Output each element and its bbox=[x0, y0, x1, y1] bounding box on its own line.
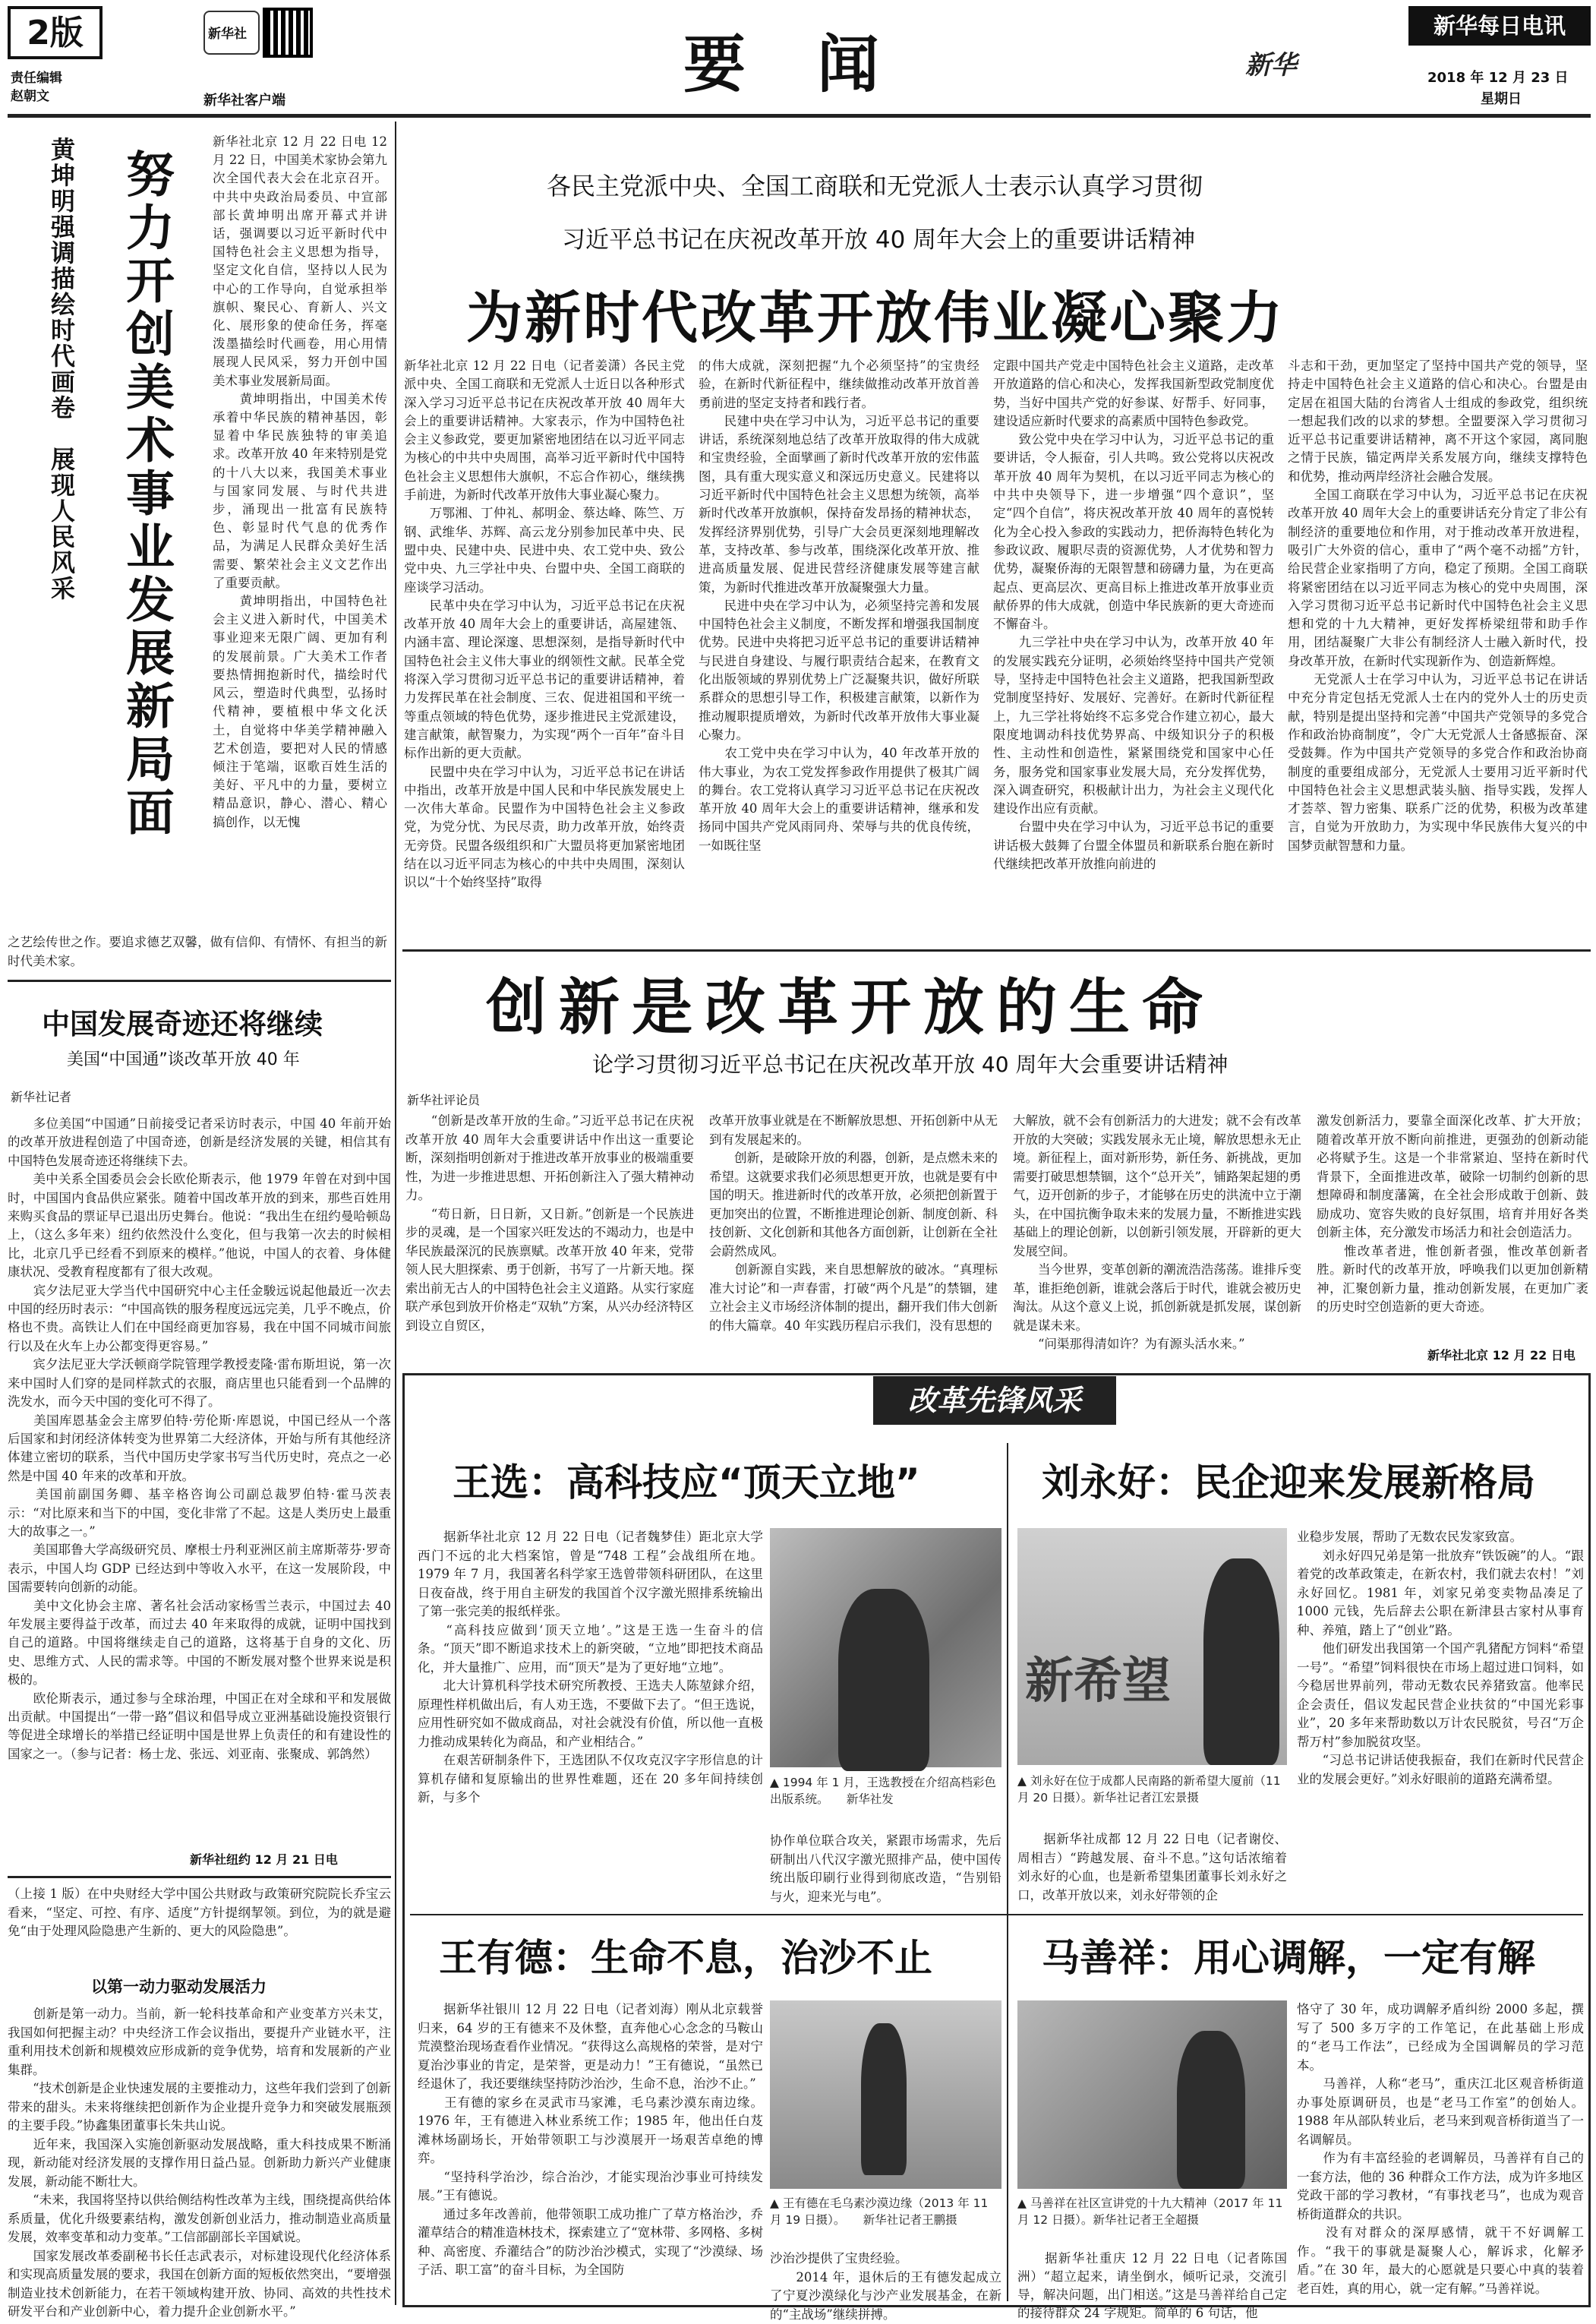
left-story-tail: 之艺绘传世之作。要追求德艺双馨，做有信仰、有情怀、有担当的新时代美术家。 bbox=[8, 935, 387, 968]
feature-3-photo-figure bbox=[861, 2023, 907, 2175]
feature-mid-divider bbox=[1007, 1443, 1008, 2301]
lower-left-subhead: 以第一动力驱动发展活力 bbox=[91, 1978, 267, 1996]
feature-3-body: 据新华社银川 12 月 22 日电（记者刘海）刚从北京载誉归来，64 岁的王有德来不及休整，直奔他心心念念的马鞍山荒漠整治现场查看作业情况。“获得这么高规格的荣誉，是对宁夏治沙事业的肯定，是荣誉，更是动力！”王有德说，“虽然已经退休了，我还要继续坚持防沙治沙，生命不息，治沙不止。” 王有德的家乡在灵武市马家滩，毛乌素沙漠东南边缘。1976 年，王有德进入林业系统工作；1985 年，他出任白芨滩林场副场长，开始带领职工与沙漠展开一场艰苦卓绝的博弈。 “坚持科学治沙，综合治沙，才能实现治沙事业可持续发展。”王有德说。 通过多年改善前，他带领职工成功推广了草方格治沙，乔灌草结合的精准造林技术，探索建立了“宽林带、多网格、多树种、高密度、乔灌结合”的防沙治沙模式，实现了“沙漠绿、场子活、职工富”的奋斗目标，为全国防 bbox=[418, 2002, 763, 2277]
feature-banner-text: 改革先锋风采 bbox=[907, 1384, 1081, 1417]
left-vertical-subhead: 黄坤明强调描绘时代画卷 展现人民风采 bbox=[47, 137, 76, 602]
side-story-body: 多位美国“中国通”日前接受记者采访时表示，中国 40 年前开始的改革开放进程创造了中国奇迹，创新是经济发展的关键，相信其有中国特色发展奇迹还将继续下去。 美中关系全国委员会会长欧伦斯表示，他 1979 年曾在对到中国时，中国国内食品供应紧张。随着中国改革开放的到来，那些百姓用来购买食品的票证早已退出历史舞台。他说：“我出生在纽约曼哈顿岛上，（这么多年来）纽约依然没什么变化，但与我第一次去的时候相比，北京几乎已经看不到原来的模样。”他说，中国人的衣着、身体健康状况、受教育程度都有了很大改观。 宾夕法尼亚大学当代中国研究中心主任金駿远说起他最近一次去中国的经历时表示：“中国高铁的服务程度远远完美，几乎不晚点，价格也不贵。高铁让人们在中国经商更加容易，我在中国不同城市间旅行以及在火车上办公都变得更容易。” 宾夕法尼亚大学沃顿商学院管理学教授麦隆·雷布斯坦说，第一次来中国时人们穿的是同样款式的衣服，商店里也只能看到一个品牌的洗发水，而今天中国的变化可不得了。 美国库恩基金会主席罗伯特·劳伦斯·库恩说，中国已经从一个落后国家和封闭经济体转变为世界第二大经济体，开始与所有其他经济体建立密切的联系，当代中国历史学家书写当代历史时，亮点之一必然是中国 40 年来的改革和开放。 美国前副国务卿、基辛格咨询公司副总裁罗伯特·霍马茨表示：“对比原来和当下的中国，变化非常了不起。这是人类历史上最重大的故事之一。” 美国耶鲁大学高级研究员、摩根士丹利亚洲区前主席斯蒂芬·罗奇表示，中国人均 GDP 已经达到中等收入水平，在这一发展阶段，中国需要转向创新的动能。 美中文化协会主席、著名社会活动家杨雪兰表示，中国过去 40 年发展主要得益于改革，而过去 40 年来取得的成就，证明中国找到自己的道路。中国将继续走自己的道路，这将基于自身的文化、历史、思维方式、人民的需求等。中国的不断发展对整个世界来说是积极的。 欧伦斯表示，通过参与全球治理，中国正在对全球和平和发展做出贡献。中国提出“一带一路”倡议和倡导成立亚洲基础设施投资银行等促进全球增长的举措已经证明中国是世界上负责任的和有建设性的国家之一。（参与记者：杨士龙、张远、刘亚南、张聚成、郭鸽然） bbox=[8, 1116, 391, 1761]
side-story-dateline: 新华社纽约 12 月 21 日电 bbox=[190, 1852, 338, 1867]
commentary-col-4: 激发创新活力，要靠全面深化改革、扩大开放；随着改革开放不断向前推进，更强劲的创新动能必将赋予生。这是一个非常紧迫、坚持在新时代背景下，全面推进改革，破除一切制约创新的思想障碍和制度藩篱，在全社会形成敢于创新、鼓励成功、宽容失败的良好氛围，培育并用好各类创新主体，充分激发市场活力和社会创造活力。 惟改革者进，惟创新者强，惟改革创新者胜。新时代的改革开放，呼唤我们以更加创新精神，汇聚创新力量，推动创新发展，在更加广袤的历史时空创造新的更大奇迹。 bbox=[1317, 1113, 1588, 1314]
feature-4-photo-figure bbox=[1177, 2031, 1245, 2189]
top-story-rule bbox=[402, 949, 1591, 952]
commentary-col-1: “创新是改革开放的生命。”习近平总书记在庆祝改革开放 40 周年大会重要讲话中作出这一重要论断，深刻指明创新对于推进改革开放事业的极端重要性，为进一步推进思想、开拓创新注入了强大精神动力。 “苟日新，日日新，又日新。”创新是一个民族进步的灵魂，是一个国家兴旺发达的不竭动力，也是中华民族最深沉的民族禀赋。改革开放 40 年来，党带领人民大胆探索、勇于创新，书写了一片新天地。探索出前无古人的中国特色社会主义道路。从实行家庭联产承包到放开价格走“双轨”方案，从兴办经济特区到设立自贸区， bbox=[405, 1113, 694, 1333]
feature-1-body-2: 协作单位联合攻关，紧跟市场需求，先后研制出八代汉字激光照排产品，使中国传统出版印刷行业得到彻底改造，“告别铅与火，迎来光与电”。 bbox=[770, 1833, 1001, 1904]
feature-4-body: 据新华社重庆 12 月 22 日电（记者陈国洲）“超立起来，请坐倒水，倾听记录，交流引导，解决问题，出门相送。”这是马善祥给自己定的接待群众 24 字规矩。简单的 6 句话，他 bbox=[1017, 2251, 1287, 2320]
left-story-rule bbox=[8, 980, 391, 982]
feature-4-photo bbox=[1017, 2000, 1287, 2189]
top-story-col-4: 斗志和干劲，更加坚定了坚持中国共产党的领导，坚持走中国特色社会主义道路的信心和决心。台盟是由定居在祖国大陆的台湾省人士组成的参政党，组织统一想起我们改的以求的梦想。全盟要深入学习贯彻习近平总书记重要讲话精神，离不开这个家园，离同胞之情于民族，锚定两岸关系发展方向，继续支撑特色和优势，推动两岸经济社会融合发展。 全国工商联在学习中认为，习近平总书记在庆祝改革开放 40 周年大会上的重要讲话充分肯定了非公有制经济的重要地位和作用，对于推动改革开放进程，吸引广大外资的信心，重申了“两个毫不动摇”方针，给民营企业家指明了方向，稳定了预期。全国工商联将紧密团结在以习近平同志为核心的党中央周围，深入学习贯彻习近平总书记新时代中国特色社会主义思想和党的十九大精神，更好发挥桥梁纽带和助手作用，团结凝聚广大非公有制经济人士融入新时代，投身改革开放，在新时代实现新作为、创造新辉煌。 无党派人士在学习中认为，习近平总书记在讲话中充分肯定包括无党派人士在内的党外人士的历史贡献，特别是提出坚持和完善“中国共产党领导的多党合作和政治协商制度”，令广大无党派人士备感振奋、深受鼓舞。作为中国共产党领导的多党合作和政治协商制度的重要组成部分，无党派人士要用习近平新时代中国特色社会主义思想武装头脑、指导实践，发挥人才荟萃、智力密集、联系广泛的优势，积极为改革建言，自觉为开放助力，为实现中华民族伟大复兴的中国梦贡献智慧和力量。 bbox=[1288, 358, 1588, 853]
side-story-subhead: 美国“中国通”谈改革开放 40 年 bbox=[67, 1050, 300, 1069]
editor-name: 赵朝文 bbox=[11, 89, 49, 104]
feature-banner bbox=[873, 1376, 1116, 1425]
left-story-body: 新华社北京 12 月 22 日电 12 月 22 日，中国美术家协会第九次全国代表大会在北京召开。中共中央政治局委员、中宣部部长黄坤明出席开幕式并讲话，强调要以习近平新时代中国特色社会主义思想为指导，坚定文化自信，坚持以人民为中心的工作导向，自觉承担举旗帜、聚民心、育新人、兴文化、展形象的使命任务，挥毫泼墨描绘时代画卷，用心用情展现人民风采，努力开创中国美术事业发展新局面。 黄坤明指出，中国美术传承着中华民族的精神基因，彰显着中华民族独特的审美追求。改革开放 40 年来特别是党的十八大以来，我国美术事业与国家同发展、与时代共进步，涌现出一批富有民族特色、彰显时代气息的优秀作品，为满足人民群众美好生活需要、繁荣社会主义文艺作出了重要贡献。 黄坤明指出，中国特色社会主义进入新时代，中国美术事业迎来无限广阔、更加有利的发展前景。广大美术工作者要热情拥抱新时代，描绘时代风云，塑造时代典型，弘扬时代精神，要植根中华文化沃土，自觉将中华美学精神融入艺术创造，要把对人民的情感倾注于笔端，讴歌百姓生活的美好、平凡中的力量，要树立精品意识，静心、潜心、精心搞创作，以无愧 bbox=[213, 134, 387, 829]
lower-left-body: 创新是第一动力。当前，新一轮科技革命和产业变革方兴未艾，我国如何把握主动？中央经济工作会议指出，要提升产业链水平，注重利用技术创新和规模效应形成新的竞争优势，培育和发展新的产业集群。 “技术创新是企业快速发展的主要推动力，这些年我们尝到了创新带来的甜头。未来将继续把创新作为企业提升竞争力和突破发展瓶颈的主要手段。”协鑫集团董事长朱共山说。 近年来，我国深入实施创新驱动发展战略，重大科技成果不断涌现，新动能对经济发展的支撑作用日益凸显。创新助力新兴产业健康发展，新动能不断壮大。 “未来，我国将坚持以供给侧结构性改革为主线，围绕提高供给体系质量，优化升级要素结构，激发创新创业活力，推动制造业高质量发展，效率变革和动力变革。”工信部副部长辛国斌说。 国家发展改革委副秘书长任志武表示，对标建设现代化经济体系和实现高质量发展的要求，我国在创新方面的短板依然突出，“要增强制造业技术创新能力，在若干领域构建开放、协同、高效的共性技术研发平台和产业创新中心，着力提升企业创新水平。” bbox=[8, 2007, 391, 2319]
feature-2-photo bbox=[1017, 1528, 1287, 1765]
client-label: 新华社客户端 bbox=[203, 93, 285, 109]
feature-3-body-2: 沙治沙提供了宝贵经验。 2014 年，退休后的王有德发起成立了宁夏沙漠绿化与沙产业发展基金，在新的“主战场”继续拼搏。 bbox=[770, 2251, 1001, 2322]
paper-name: 新华每日电讯 bbox=[1433, 13, 1566, 39]
xinhua-logo-text: 新华社 bbox=[208, 27, 247, 42]
top-story-kicker-1: 各民主党派中央、全国工商联和无党派人士表示认真学习贯彻 bbox=[547, 172, 1203, 201]
commentary-headline: 创新是改革开放的生命 bbox=[486, 971, 1215, 1043]
lower-left-intro: （上接 1 版）在中央财经大学中国公共财政与政策研究院院长乔宝云看来，“坚定、可控、有序、适度”方针提纲挈领。到位，为的就是避免“由于处理风险隐患产生新的、更大的风险隐患”。 bbox=[8, 1887, 391, 1938]
feature-2-sign-text: 新希望 bbox=[1025, 1653, 1171, 1710]
paper-name-box bbox=[1408, 6, 1591, 46]
top-story-col-1: 新华社北京 12 月 22 日电（记者姜潇）各民主党派中央、全国工商联和无党派人士近日以各种形式深入学习习近平总书记在庆祝改革开放 40 周年大会上的重要讲话精神。大家表示，作为中国特色社会主义参政党，要更加紧密地团结在以习近平同志为核心的中共中央周围，高举习近平新时代中国特色社会主义思想伟大旗帜，不忘合作初心，继续携手前进，为新时代改革开放伟大事业凝心聚力。 万鄂湘、丁仲礼、郝明金、蔡达峰、陈竺、万钢、武维华、苏辉、高云龙分别参加民革中央、民盟中央、民建中央、民进中央、农工党中央、致公党中央、九三学社中央、台盟中央、全国工商联的座谈学习活动。 民革中央在学习中认为，习近平总书记在庆祝改革开放 40 周年大会上的重要讲话，高屋建瓴、内涵丰富、理论深邃、思想深刻，是指导新时代中国特色社会主义伟大事业的纲领性文献。民革全党将深入学习贯彻习近平总书记的重要讲话精神，着力发挥民革在社会制度、三农、促进祖国和平统一等重点领域的特色优势，逐步推进民主党派建设，建言献策，献智聚力，为实现“两个一百年”奋斗目标作出新的更大贡献。 民盟中央在学习中认为，习近平总书记在讲话中指出，改革开放是中国人民和中华民族发展史上一次伟大革命。民盟作为中国特色社会主义参政党，为党分忧、为民尽责，助力改革开放，始终责无旁贷。民盟各级组织和广大盟员将更加紧密地团结在以习近平同志为核心的中共中央周围，深刻认识以“十个始终坚持”取得 bbox=[404, 358, 685, 890]
feature-row-rule bbox=[410, 1914, 1583, 1915]
side-story-headline: 中国发展奇迹还将继续 bbox=[42, 1008, 323, 1040]
news-logo bbox=[1245, 44, 1297, 81]
feature-1-photo bbox=[770, 1528, 1001, 1767]
left-vertical-headline: 努力开创美术事业发展新局面 bbox=[118, 149, 174, 840]
editor-label: 责任编辑 bbox=[11, 71, 62, 86]
commentary-col-2: 改革开放事业就是在不断解放思想、开拓创新中从无到有发展起来的。 创新，是破除开放的利器，创新，是点燃未来的希望。这就要求我们必须思想更开放，也就是要有中国的明天。推进新时代的改革开放，必须把创新置于更加突出的位置，不断推进理论创新、制度创新、科技创新、文化创新和其他各方面创新，让创新在全社会蔚然成风。 创新源自实践，来自思想解放的破冰。“真理标准大讨论”和一声春雷，打破“两个凡是”的禁锢，建立社会主义市场经济体制的提出，翻开我们伟大创新的伟大篇章。40 年实践历程启示我们，没有思想的 bbox=[709, 1113, 998, 1333]
top-story-col-2: 的伟大成就，深刻把握“九个必须坚持”的宝贵经验，在新时代新征程中，继续做推动改革开放首善勇前进的坚定支持者和践行者。 民建中央在学习中认为，习近平总书记的重要讲话，系统深刻地总结了改革开放取得的伟大成就和宝贵经验，全面擘画了新时代改革开放的宏伟蓝图，具有重大现实意义和深远历史意义。民建将以习近平新时代中国特色社会主义思想为统领，高举新时代改革开放旗帜，保持奋发昂扬的精神状态，发挥经济界别优势，引导广大会员更深刻地理解改革，支持改革、参与改革，围绕深化改革开放、推进高质量发展、促进民营经济健康发展等建言献策，为新时代推进改革开放凝聚强大力量。 民进中央在学习中认为，必须坚持完善和发展中国特色社会主义制度，不断发挥和增强我国制度优势。民进中央将把习近平总书记的重要讲话精神与民进自身建设、与履行职责结合起来，在教育文化出版领域的界别优势上广泛凝聚共识，做好所联系群众的思想引导工作，积极建言献策，以新作为推动履职提质增效，为新时代改革开放伟大事业凝心聚力。 农工党中央在学习中认为，40 年改革开放的伟大事业，为农工党发挥参政作用提供了极其广阔的舞台。农工党将认真学习习近平总书记在庆祝改革开放 40 周年大会上的重要讲话精神，继承和发扬同中国共产党风雨同舟、荣辱与共的优良传统，一如既往坚 bbox=[699, 358, 979, 853]
feature-1-caption: ▲ 1994 年 1 月，王选教授在介绍高档彩色出版系统。 新华社发 bbox=[770, 1776, 996, 1806]
side-story-byline: 新华社记者 bbox=[11, 1090, 72, 1104]
issue-date: 2018 年 12 月 23 日 bbox=[1427, 70, 1569, 86]
top-story-col-3: 定跟中国共产党走中国特色社会主义道路，走改革开放道路的信心和决心，发挥我国新型政党制度优势，当好中国共产党的好参谋、好帮手、好同事，建设适应新时代要求的高素质中国特色参政党。 致公党中央在学习中认为，习近平总书记的重要讲话，令人振奋，引人共鸣。致公党将以庆祝改革开放 40 周年为契机，在以习近平同志为核心的中共中央领导下，进一步增强“四个意识”，坚定“四个自信”，将庆祝改革开放 40 周年的喜悦转化为全心投入参政的实践动力，把侨海特色转化为参政议政、履职尽责的资源优势，人才优势和智力优势，凝聚侨海的无限智慧和磅礴力量，为在更高起点、更高层次、更高目标上推进改革开放事业贡献侨界的伟大成就，创造中华民族新的更大奇迹而不懈奋斗。 九三学社中央在学习中认为，改革开放 40 年的发展实践充分证明，必须始终坚持中国共产党领导，坚持走中国特色社会主义道路，把我国新型政党制度坚持好、发展好、完善好。在新时代新征程上，九三学社将始终不忘多党合作建立初心，最大限度地调动科技优势界高、中级知识分子的积极性、主动性和创造性，紧紧围绕党和国家中心任务，服务党和国家事业发展大局，充分发挥优势，深入调查研究，积极献计出力，为社会主义现代化建设作出应有贡献。 台盟中央在学习中认为，习近平总书记的重要讲话极大鼓舞了台盟全体盟员和新联系台胞在新时代继续把改革开放推向前进的 bbox=[993, 358, 1274, 872]
page-number-box bbox=[8, 6, 103, 59]
feature-3-headline: 王有德：生命不息，治沙不止 bbox=[439, 1936, 932, 1980]
top-story-headline: 为新时代改革开放伟业凝心聚力 bbox=[466, 286, 1285, 351]
feature-4-headline: 马善祥：用心调解，一定有解 bbox=[1042, 1936, 1535, 1980]
feature-2-photo-figure bbox=[1203, 1558, 1279, 1765]
feature-3-caption: ▲ 王有德在毛乌素沙漠边缘（2013 年 11 月 19 日摄）。 新华社记者王鹏摄 bbox=[770, 2196, 989, 2227]
feature-1-photo-figure bbox=[838, 1589, 929, 1771]
feature-3-photo bbox=[770, 2000, 1001, 2189]
header-rule bbox=[8, 114, 1591, 118]
page-number: 2版 bbox=[27, 14, 84, 52]
feature-2-headline: 刘永好：民企迎来发展新格局 bbox=[1042, 1460, 1535, 1505]
feature-4-body-right: 恪守了 30 年，成功调解矛盾纠纷 2000 多起，撰写了 500 多万字的工作笔记，在此基础上形成的“老马工作法”，已经成为全国调解员的学习范本。 马善祥，人称“老马”，重庆江北区观音桥街道办事处原调研员，也是“老马工作室”的创始人。1988 年从部队转业后，老马来到观音桥街道当了一名调解员。 作为有丰富经验的老调解员，马善祥有自己的一套方法，他的 36 种群众工作方法，成为许多地区党政干部的学习教材，“有事找老马”，也成为观音桥街道群众的共识。 没有对群众的深厚感情，就干不好调解工作。“我干的事就是凝聚人心，解诉求，化解矛盾。”在 30 年，最大的心愿就是只要心中真的装着老百姓，真的用心，就一定有解。”马善祥说。 bbox=[1297, 2002, 1584, 2296]
side-story-rule bbox=[8, 1876, 391, 1878]
top-story-kicker-2: 习近平总书记在庆祝改革开放 40 周年大会上的重要讲话精神 bbox=[562, 226, 1196, 254]
xinhua-logo bbox=[203, 11, 260, 55]
feature-4-caption: ▲ 马善祥在社区宣讲党的十九大精神（2017 年 11 月 12 日摄）。新华社记者王全超摄 bbox=[1017, 2196, 1283, 2227]
feature-2-body: 据新华社成都 12 月 22 日电（记者谢佼、周相吉）“跨越发展、奋斗不息。”这句话浓缩着刘永好的心血，也是新希望集团董事长刘永好之口，改革开放以来，刘永好带领的企 bbox=[1017, 1832, 1287, 1902]
qr-code-icon bbox=[263, 8, 313, 58]
issue-weekday: 星期日 bbox=[1481, 91, 1522, 107]
feature-2-caption: ▲ 刘永好在位于成都人民南路的新希望大厦前（11 月 20 日摄）。新华社记者江宏景摄 bbox=[1017, 1774, 1281, 1805]
feature-1-headline: 王选：高科技应“顶天立地” bbox=[453, 1460, 920, 1505]
commentary-dateline: 新华社北京 12 月 22 日电 bbox=[1427, 1348, 1575, 1363]
section-title: 要 闻 bbox=[683, 28, 885, 101]
feature-2-body-right: 业稳步发展，帮助了无数农民发家致富。 刘永好四兄弟是第一批放弃“铁饭碗”的人。“跟着党的改革政策走，在新农村，我们就去农村！”刘永好回忆。1981 年，刘家兄弟变卖物品凑足了 1000 元钱，先后辞去公职在新津县古家村从事育种、养殖，踏上了“创业”路。 他们研发出我国第一个国产乳猪配方饲料“希望一号”。“希望”饲料很快在市场上超过进口饲料，如今稳居世界前列，带动无数农民养猪致富。他率民企会责任，倡议发起民营企业扶贫的“中国光彩事业”，20 多年来帮助数以万计农民脱贫，号召“万企帮万村”参加脱贫攻坚。 “习总书记讲话使我振奋，我们在新时代民营企业的发展会更好。”刘永好眼前的道路充满希望。 bbox=[1297, 1530, 1584, 1786]
commentary-byline: 新华社评论员 bbox=[407, 1093, 481, 1107]
news-logo-text: 新华 bbox=[1245, 50, 1297, 81]
feature-1-body: 据新华社北京 12 月 22 日电（记者魏梦佳）距北京大学西门不远的北大档案馆，曾是“748 工程”会战组所在地。1979 年 7 月，我国著名科学家王选曾带领科研团队，在这里日夜奋战，终于用自主研发的我国首个汉字激光照排系统输出了第一张完美的报纸样张。 “高科技应做到‘顶天立地’。”这是王选一生奋斗的信条。“顶天”即不断追求技术上的新突破，“立地”即把技术商品化，并大量推广、应用，而“顶天”是为了更好地“立地”。 北大计算机科学技术研究所教授、王选夫人陈堃銶介绍，原理性样机做出后，有人劝王选，不要做下去了。“但王选说，应用性研究如不做成商品，对社会就没有价值，所以他一直极力推动成果转化为商品，和产业相结合。” 在艰苦研制条件下，王选团队不仅攻克汉字字形信息的计算机存储和复原输出的世界性难题，还在 20 多年间持续创新，与多个 bbox=[418, 1530, 763, 1805]
commentary-col-3: 大解放，就不会有创新活力的大进发；就不会有改革开放的大突破；实践发展永无止境，解放思想永无止境。新征程上，面对新形势，新任务、新挑战，更加需要打破思想禁锢，这个“总开关”，铺路架起翅的勇气，迈开创新的步子，才能够在历史的洪流中立于潮头，在中国抗衡争取未来的发展力量，不断推进实践基础上的理论创新，以创新引领发展，开辟新的更大发展空间。 当今世界，变革创新的潮流浩浩荡荡。谁排斥变革，谁拒绝创新，谁就会落后于时代，谁就会被历史淘汰。从这个意义上说，抓创新就是抓发展，谋创新就是谋未来。 “问渠那得清如许？为有源头活水来。” bbox=[1013, 1113, 1301, 1351]
left-col-divider bbox=[395, 122, 396, 2305]
commentary-subhead: 论学习贯彻习近平总书记在庆祝改革开放 40 周年大会重要讲话精神 bbox=[592, 1052, 1229, 1077]
